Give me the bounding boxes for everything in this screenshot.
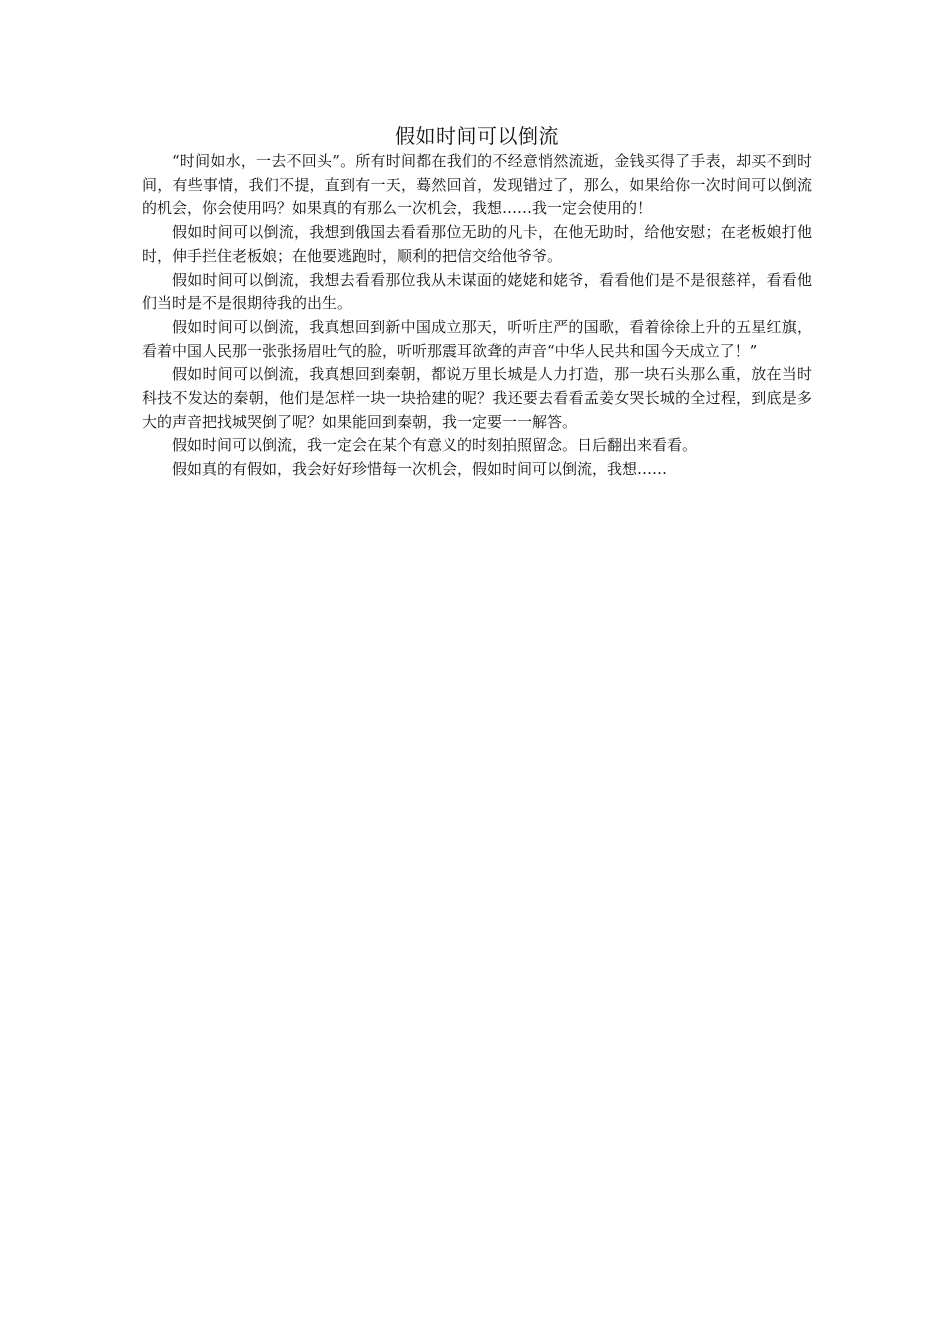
paragraph-3: 假如时间可以倒流，我想去看看那位我从未谋面的姥姥和姥爷，看看他们是不是很慈祥，看看他们当时是不是很期待我的出生。 (142, 270, 812, 313)
paragraph-2: 假如时间可以倒流，我想到俄国去看看那位无助的凡卡，在他无助时，给他安慰；在老板娘打他时，伸手拦住老板娘；在他要逃跑时，顺利的把信交给他爷爷。 (142, 223, 812, 265)
document-body (142, 122, 812, 482)
paragraph-6: 假如时间可以倒流，我一定会在某个有意义的时刻拍照留念。日后翻出来看看。 (172, 436, 698, 455)
paragraph-5: 假如时间可以倒流，我真想回到秦朝，都说万里长城是人力打造，那一块石头那么重，放在当时科技不发达的秦朝，他们是怎样一块一块拾建的呢？我还要去看看孟姜女哭长城的全过程，到底是多大的声音把找城哭倒了呢？如果能回到秦朝，我一定要一一解答。 (142, 365, 812, 431)
paragraph-1: “时间如水，一去不回头”。所有时间都在我们的不经意悄然流逝，金钱买得了手表，却买不到时间，有些事情，我们不提，直到有一天，蓦然回首，发现错过了，那么，如果给你一次时间可以倒流的机会，你会使用吗？如果真的有那么一次机会，我想……我一定会使用的！ (142, 152, 812, 218)
document-title: 假如时间可以倒流 (395, 124, 559, 148)
paragraph-7: 假如真的有假如，我会好好珍惜每一次机会，假如时间可以倒流，我想…… (172, 460, 668, 479)
paragraph-4: 假如时间可以倒流，我真想回到新中国成立那天，听听庄严的国歌，看着徐徐上升的五星红旗，看着中国人民那一张张扬眉吐气的脸，听听那震耳欲聋的声音“中华人民共和国今天成立了！” (142, 317, 812, 360)
